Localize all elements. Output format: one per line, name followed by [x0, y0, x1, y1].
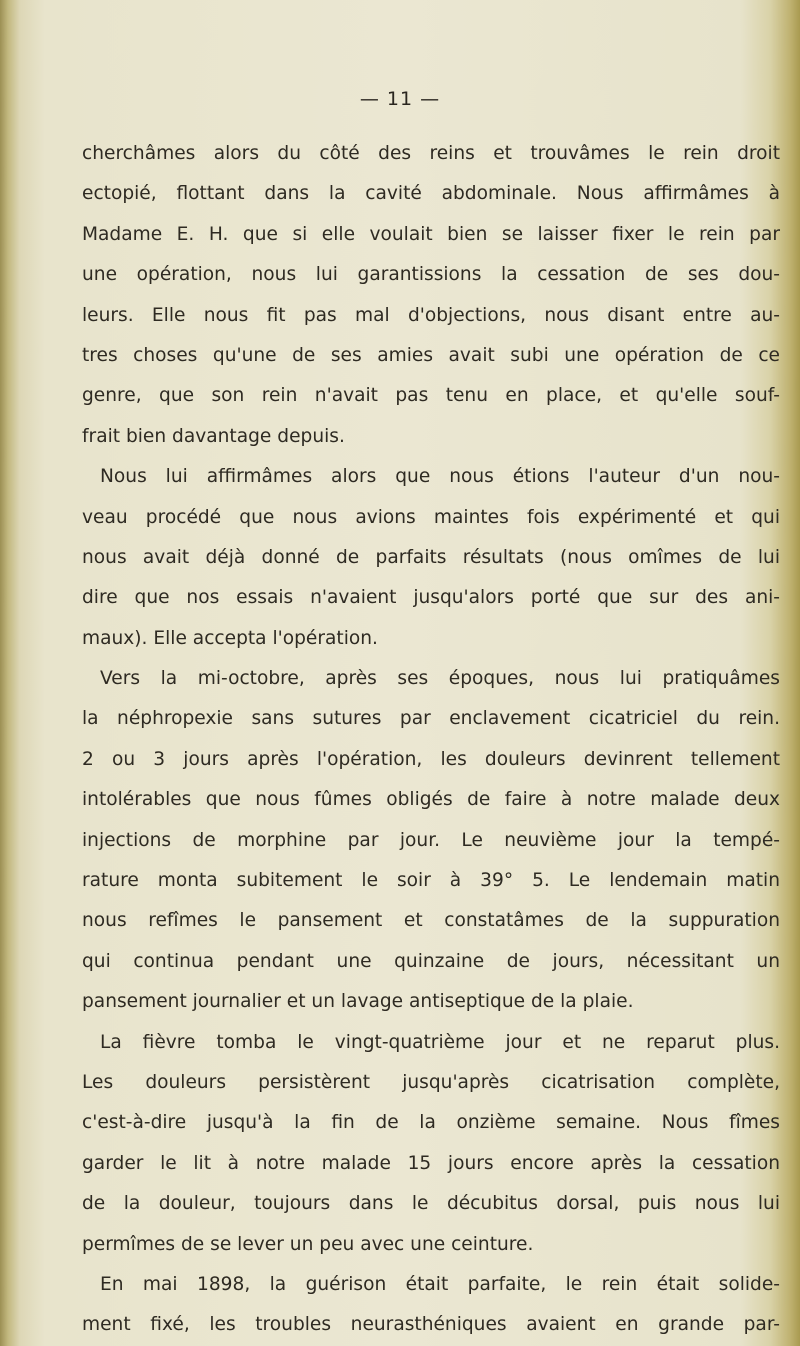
text-line: frait bien davantage depuis. — [82, 425, 345, 447]
text-line: Vers la mi-octobre, après ses époques, nous lui pratiquâmes — [100, 668, 780, 690]
text-line: ment fixé, les troubles neurasthéniques avaient en grande par- — [82, 1314, 780, 1336]
text-line: une opération, nous lui garantissions la cessation de ses dou- — [82, 264, 780, 286]
text-line: genre, que son rein n'avait pas tenu en place, et qu'elle souf- — [82, 385, 780, 407]
text-line: nous avait déjà donné de parfaits résultats (nous omîmes de lui — [82, 546, 780, 568]
text-line: permîmes de se lever un peu avec une ceinture. — [82, 1233, 534, 1255]
text-line: cherchâmes alors du côté des reins et trouvâmes le rein droit — [82, 143, 780, 164]
text-line: maux). Elle accepta l'opération. — [82, 627, 378, 649]
text-line: La fièvre tomba le vingt-quatrième jour et ne reparut plus. — [100, 1031, 780, 1053]
text-line: ectopié, flottant dans la cavité abdominale. Nous affirmâmes à — [82, 183, 780, 205]
text-line: nous refîmes le pansement et constatâmes de la suppuration — [82, 910, 780, 932]
text-line: c'est-à-dire jusqu'à la fin de la onzième semaine. Nous fîmes — [82, 1112, 780, 1134]
text-line: garder le lit à notre malade 15 jours encore après la cessation — [82, 1152, 780, 1174]
text-line: 2 ou 3 jours après l'opération, les douleurs devinrent tellement — [82, 748, 780, 770]
text-line: tres choses qu'une de ses amies avait subi une opération de ce — [82, 344, 780, 366]
text-line: pansement journalier et un lavage antiseptique de la plaie. — [82, 991, 634, 1013]
page-number: — 11 — — [359, 88, 441, 110]
text-line: de la douleur, toujours dans le décubitus dorsal, puis nous lui — [82, 1193, 780, 1215]
text-line: rature monta subitement le soir à 39° 5. Le lendemain matin — [82, 870, 780, 892]
body-text — [82, 134, 780, 1346]
text-line: Nous lui affirmâmes alors que nous étions l'auteur d'un nou- — [100, 466, 780, 488]
text-line: intolérables que nous fûmes obligés de faire à notre malade deux — [82, 789, 780, 811]
text-line: injections de morphine par jour. Le neuvième jour la tempé- — [82, 829, 780, 851]
text-line: dire que nos essais n'avaient jusqu'alors porté que sur des ani- — [82, 587, 780, 609]
text-line: leurs. Elle nous fit pas mal d'objections, nous disant entre au- — [82, 304, 780, 326]
text-line: veau procédé que nous avions maintes fois expérimenté et qui — [82, 506, 780, 528]
text-line: Les douleurs persistèrent jusqu'après cicatrisation complète, — [82, 1071, 780, 1093]
text-line: qui continua pendant une quinzaine de jours, nécessitant un — [82, 950, 780, 972]
text-line: Madame E. H. que si elle voulait bien se laisser fixer le rein par — [82, 223, 780, 245]
text-line: la néphropexie sans sutures par enclavement cicatriciel du rein. — [82, 708, 780, 730]
text-line: En mai 1898, la guérison était parfaite, le rein était solide- — [100, 1273, 780, 1295]
